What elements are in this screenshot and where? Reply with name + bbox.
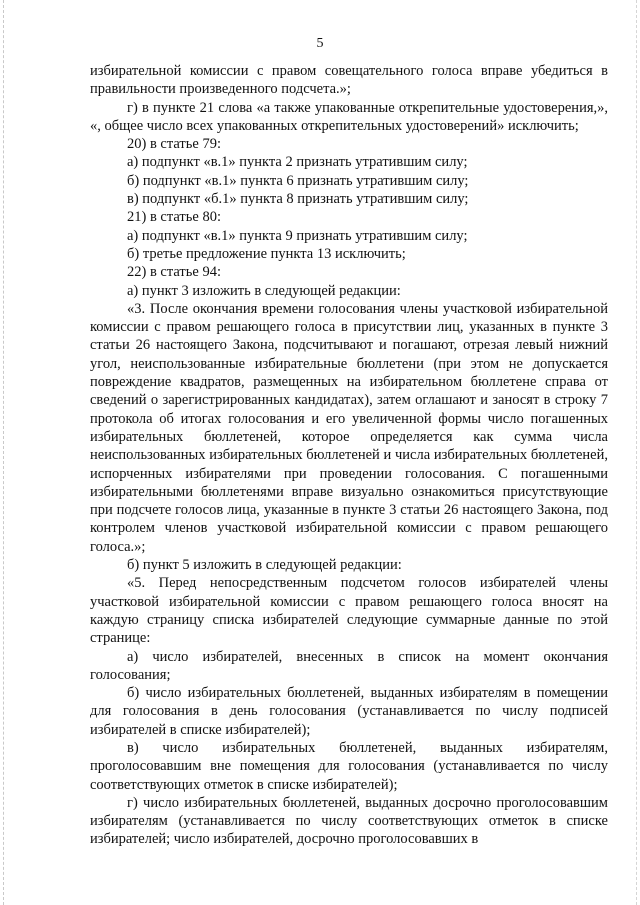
paragraph: г) в пункте 21 слова «а также упакованные открепительные удостоверения,», «, общее число всех упакованных открепительных удостоверений» исключить; <box>90 99 608 134</box>
paragraph: «5. Перед непосредственным подсчетом голосов избирателей члены участковой избирательной комиссии с правом решающего голоса вносят на каждую страницу списка избирателей следующие суммарные данные по этой странице: <box>90 575 608 647</box>
paragraph: «3. После окончания времени голосования члены участковой избирательной комиссии с правом решающего голоса в присутствии лиц, указанных в пункте 3 статьи 26 настоящего Закона, подсчитывают и погашают, отрезая левый нижний угол, неиспользованные избирательные бюллетени (при этом не допускается повреждение квадратов, размещенных на избирательном бюллетене справа от сведений о зарегистрированных кандидатах), затем оглашают и заносят в строку 7 протокола об итогах голосования и его увеличенной формы число погашенных избирательных бюллетеней, которое определяется как сумма числа неиспользованных избирательных бюллетеней и числа избирательных бюллетеней, испорченных избирателями при проведении голосования. С погашенными избирательными бюллетенями вправе визуально ознакомиться присутствующие при подсчете голосов лица, указанные в пункте 3 статьи 26 настоящего Закона, под контролем членов участковой избирательной комиссии с правом решающего голоса.»; <box>90 300 608 555</box>
scan-edge-right <box>636 0 637 905</box>
paragraph: 20) в статье 79: <box>127 136 221 153</box>
paragraph: г) число избирательных бюллетеней, выданных досрочно проголосовавшим избирателям (устанавливается по числу соответствующих отметок в списке избирателей; число избирателей, досрочно проголосовавших в <box>90 794 608 848</box>
paragraph: в) подпункт «б.1» пункта 8 признать утратившим силу; <box>127 191 469 208</box>
page-number: 5 <box>316 36 324 51</box>
paragraph: 21) в статье 80: <box>127 209 221 226</box>
paragraph: б) подпункт «в.1» пункта 6 признать утратившим силу; <box>127 172 469 189</box>
scan-edge-left <box>3 0 4 905</box>
paragraph: а) подпункт «в.1» пункта 2 признать утратившим силу; <box>127 154 468 171</box>
paragraph: 22) в статье 94: <box>127 264 221 281</box>
paragraph: б) пункт 5 изложить в следующей редакции: <box>127 557 402 574</box>
document-body <box>90 62 608 849</box>
paragraph: а) число избирателей, внесенных в список на момент окончания голосования; <box>90 648 608 683</box>
paragraph: б) третье предложение пункта 13 исключить; <box>127 245 406 262</box>
paragraph: а) подпункт «в.1» пункта 9 признать утратившим силу; <box>127 227 468 244</box>
paragraph: избирательной комиссии с правом совещательного голоса вправе убедиться в правильности произведенного подсчета.»; <box>90 63 608 98</box>
paragraph: а) пункт 3 изложить в следующей редакции: <box>127 282 401 299</box>
paragraph: б) число избирательных бюллетеней, выданных избирателям в помещении для голосования в день голосования (устанавливается по числу подписей избирателей в списке избирателей); <box>90 685 608 738</box>
paragraph: в) число избирательных бюллетеней, выданных избирателям, проголосовавшим вне помещения для голосования (устанавливается по числу соответствующих отметок в списке избирателей); <box>90 739 608 793</box>
